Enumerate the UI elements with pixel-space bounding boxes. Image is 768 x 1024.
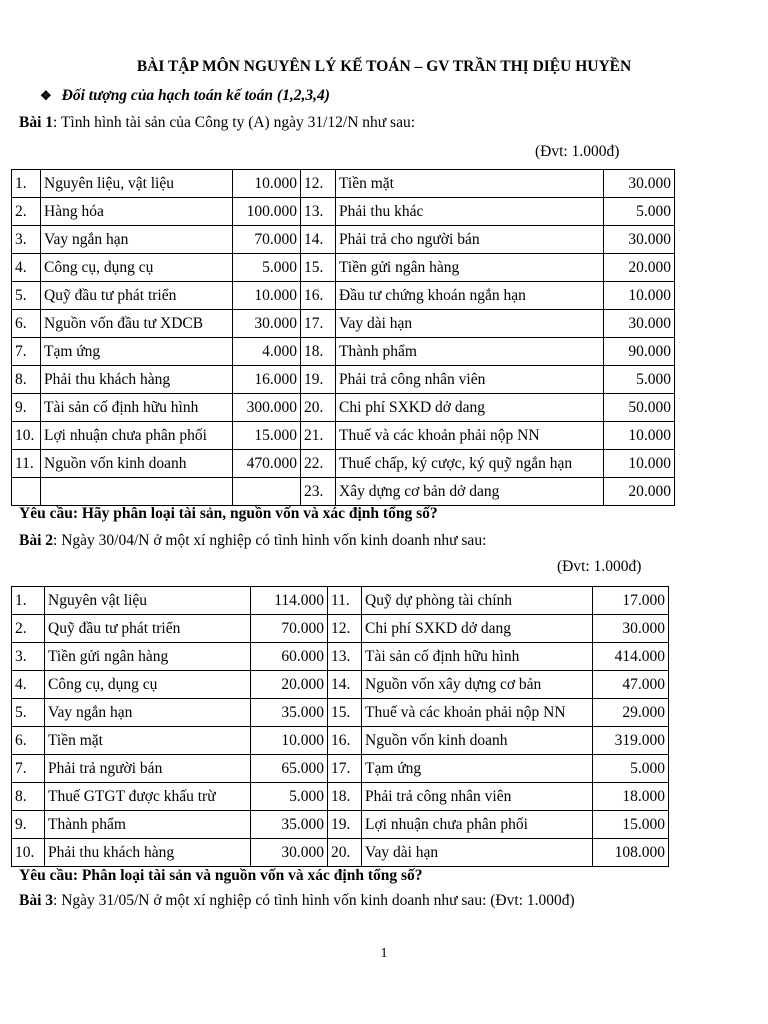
item-name-right: Vay dài hạn	[336, 310, 604, 338]
item-no-right: 13.	[328, 643, 362, 671]
table-row	[12, 478, 675, 506]
item-value-left: 114.000	[251, 587, 328, 615]
item-value-left: 16.000	[233, 366, 301, 394]
item-no-right: 12.	[328, 615, 362, 643]
item-value-right: 15.000	[593, 811, 669, 839]
item-value-right: 5.000	[593, 755, 669, 783]
table-row	[12, 727, 669, 755]
item-name-right: Xây dựng cơ bản dở dang	[336, 478, 604, 506]
item-name-left: Thành phẩm	[45, 811, 251, 839]
item-no-left: 7.	[12, 338, 41, 366]
item-value-right: 17.000	[593, 587, 669, 615]
item-no-right: 17.	[301, 310, 336, 338]
item-name-left: Quỹ đầu tư phát triển	[41, 282, 233, 310]
exercise-2-label: Bài 2	[19, 532, 54, 549]
item-value-right: 30.000	[604, 310, 675, 338]
item-value-right: 50.000	[604, 394, 675, 422]
item-no-left: 1.	[12, 587, 45, 615]
item-name-right: Vay dài hạn	[362, 839, 593, 867]
item-value-left: 5.000	[233, 254, 301, 282]
table-row	[12, 254, 675, 282]
table-row	[12, 783, 669, 811]
item-no-right: 12.	[301, 170, 336, 198]
item-no-left: 10.	[12, 839, 45, 867]
item-value-right: 30.000	[604, 226, 675, 254]
exercise-2-intro	[19, 532, 486, 550]
item-value-right: 10.000	[604, 282, 675, 310]
item-name-right: Tiền gửi ngân hàng	[336, 254, 604, 282]
table-row	[12, 450, 675, 478]
item-name-right: Phải thu khác	[336, 198, 604, 226]
item-value-left: 35.000	[251, 699, 328, 727]
item-value-left: 65.000	[251, 755, 328, 783]
item-name-right: Chi phí SXKD dở dang	[336, 394, 604, 422]
item-value-right: 10.000	[604, 450, 675, 478]
item-value-right: 108.000	[593, 839, 669, 867]
item-no-left: 11.	[12, 450, 41, 478]
item-name-right: Thuế và các khoản phải nộp NN	[336, 422, 604, 450]
table-row	[12, 755, 669, 783]
item-value-left: 10.000	[233, 170, 301, 198]
item-no-left: 4.	[12, 254, 41, 282]
table-row	[12, 170, 675, 198]
item-no-left: 2.	[12, 615, 45, 643]
item-value-left: 4.000	[233, 338, 301, 366]
table-row	[12, 422, 675, 450]
exercise-1-text: : Tình hình tài sản của Công ty (A) ngày 31/12/N như sau:	[53, 114, 416, 131]
item-name-left: Nguyên liệu, vật liệu	[41, 170, 233, 198]
table-row	[12, 338, 675, 366]
item-name-left: Hàng hóa	[41, 198, 233, 226]
item-value-right: 5.000	[604, 198, 675, 226]
item-name-left: Công cụ, dụng cụ	[41, 254, 233, 282]
item-name-left: Phải thu khách hàng	[41, 366, 233, 394]
item-name-right: Phải trả công nhân viên	[336, 366, 604, 394]
item-value-right: 90.000	[604, 338, 675, 366]
item-no-right: 15.	[328, 699, 362, 727]
item-value-right: 10.000	[604, 422, 675, 450]
item-name-right: Quỹ dự phòng tài chính	[362, 587, 593, 615]
diamond-bullet-icon: ❖	[40, 88, 52, 103]
item-name-right: Phải trả cho người bán	[336, 226, 604, 254]
item-no-right: 21.	[301, 422, 336, 450]
item-no-left: 9.	[12, 394, 41, 422]
item-value-left: 470.000	[233, 450, 301, 478]
item-no-right: 16.	[328, 727, 362, 755]
item-name-right: Nguồn vốn kinh doanh	[362, 727, 593, 755]
item-value-right: 47.000	[593, 671, 669, 699]
item-name-left: Công cụ, dụng cụ	[45, 671, 251, 699]
table-row	[12, 394, 675, 422]
item-name-left: Nguồn vốn kinh doanh	[41, 450, 233, 478]
item-value-right: 319.000	[593, 727, 669, 755]
item-no-left: 8.	[12, 366, 41, 394]
item-no-left: 6.	[12, 310, 41, 338]
table-row	[12, 198, 675, 226]
item-no-left: 8.	[12, 783, 45, 811]
exercise-1-table	[11, 169, 675, 506]
table-row	[12, 366, 675, 394]
table-row	[12, 226, 675, 254]
item-no-left: 10.	[12, 422, 41, 450]
item-name-left: Phải trả người bán	[45, 755, 251, 783]
section-heading	[40, 87, 330, 105]
item-name-left: Thuế GTGT được khấu trừ	[45, 783, 251, 811]
item-name-right: Tài sản cố định hữu hình	[362, 643, 593, 671]
item-no-right: 23.	[301, 478, 336, 506]
item-no-right: 18.	[301, 338, 336, 366]
item-name-right: Thuế chấp, ký cược, ký quỹ ngắn hạn	[336, 450, 604, 478]
table-row	[12, 615, 669, 643]
item-no-left: 7.	[12, 755, 45, 783]
item-name-left	[41, 478, 233, 506]
item-no-right: 22.	[301, 450, 336, 478]
item-no-left: 1.	[12, 170, 41, 198]
item-value-left: 10.000	[233, 282, 301, 310]
item-no-right: 18.	[328, 783, 362, 811]
exercise-2-unit: (Đvt: 1.000đ)	[557, 558, 642, 575]
item-no-right: 20.	[301, 394, 336, 422]
item-name-right: Nguồn vốn xây dựng cơ bản	[362, 671, 593, 699]
table-row	[12, 587, 669, 615]
item-value-right: 20.000	[604, 478, 675, 506]
item-value-left	[233, 478, 301, 506]
item-no-right: 13.	[301, 198, 336, 226]
page-number: 1	[380, 946, 388, 961]
exercise-3-label: Bài 3	[19, 892, 54, 909]
exercise-1-intro	[19, 114, 415, 132]
table-row	[12, 671, 669, 699]
item-name-left: Nguồn vốn đầu tư XDCB	[41, 310, 233, 338]
item-no-left: 4.	[12, 671, 45, 699]
table-row	[12, 643, 669, 671]
item-name-right: Tạm ứng	[362, 755, 593, 783]
item-value-left: 5.000	[251, 783, 328, 811]
item-value-right: 18.000	[593, 783, 669, 811]
item-no-right: 20.	[328, 839, 362, 867]
item-value-right: 30.000	[604, 170, 675, 198]
exercise-2-text: : Ngày 30/04/N ở một xí nghiệp có tình hình vốn kinh doanh như sau:	[53, 532, 487, 549]
item-no-left	[12, 478, 41, 506]
item-no-right: 17.	[328, 755, 362, 783]
exercise-2-table	[11, 586, 669, 867]
page-title: BÀI TẬP MÔN NGUYÊN LÝ KẾ TOÁN – GV TRẦN THỊ DIỆU HUYỀN	[136, 58, 632, 75]
item-no-right: 19.	[301, 366, 336, 394]
item-no-left: 2.	[12, 198, 41, 226]
table-row	[12, 839, 669, 867]
item-no-right: 14.	[301, 226, 336, 254]
item-no-right: 11.	[328, 587, 362, 615]
item-value-left: 60.000	[251, 643, 328, 671]
item-name-left: Tạm ứng	[41, 338, 233, 366]
item-name-left: Vay ngắn hạn	[45, 699, 251, 727]
item-no-right: 15.	[301, 254, 336, 282]
item-name-left: Vay ngắn hạn	[41, 226, 233, 254]
item-value-left: 100.000	[233, 198, 301, 226]
item-value-right: 5.000	[604, 366, 675, 394]
item-value-right: 20.000	[604, 254, 675, 282]
section-heading-text: Đối tượng của hạch toán kế toán (1,2,3,4)	[61, 87, 330, 104]
item-value-left: 10.000	[251, 727, 328, 755]
item-value-left: 300.000	[233, 394, 301, 422]
item-value-right: 29.000	[593, 699, 669, 727]
item-value-left: 70.000	[233, 226, 301, 254]
item-value-right: 414.000	[593, 643, 669, 671]
item-name-left: Nguyên vật liệu	[45, 587, 251, 615]
table-row	[12, 310, 675, 338]
item-no-left: 3.	[12, 643, 45, 671]
item-no-right: 19.	[328, 811, 362, 839]
item-value-left: 20.000	[251, 671, 328, 699]
item-no-right: 14.	[328, 671, 362, 699]
table-row	[12, 282, 675, 310]
item-no-right: 16.	[301, 282, 336, 310]
item-name-right: Đầu tư chứng khoán ngắn hạn	[336, 282, 604, 310]
item-no-left: 3.	[12, 226, 41, 254]
exercise-2-requirement: Yêu cầu: Phân loại tài sản và nguồn vốn và xác định tổng số?	[19, 867, 423, 884]
item-value-left: 30.000	[251, 839, 328, 867]
item-value-right: 30.000	[593, 615, 669, 643]
item-name-left: Tiền gửi ngân hàng	[45, 643, 251, 671]
table-row	[12, 699, 669, 727]
exercise-3-intro	[19, 892, 575, 910]
item-value-left: 30.000	[233, 310, 301, 338]
item-name-left: Quỹ đầu tư phát triển	[45, 615, 251, 643]
item-name-right: Tiền mặt	[336, 170, 604, 198]
item-value-left: 15.000	[233, 422, 301, 450]
item-name-left: Tài sản cố định hữu hình	[41, 394, 233, 422]
item-no-left: 6.	[12, 727, 45, 755]
exercise-1-unit: (Đvt: 1.000đ)	[535, 143, 620, 160]
item-name-right: Chi phí SXKD dở dang	[362, 615, 593, 643]
item-value-left: 35.000	[251, 811, 328, 839]
item-no-left: 9.	[12, 811, 45, 839]
exercise-1-requirement: Yêu cầu: Hãy phân loại tài sản, nguồn vốn và xác định tổng số?	[19, 505, 438, 522]
item-name-right: Phải trả công nhân viên	[362, 783, 593, 811]
item-no-left: 5.	[12, 282, 41, 310]
exercise-3-text: : Ngày 31/05/N ở một xí nghiệp có tình hình vốn kinh doanh như sau: (Đvt: 1.000đ)	[53, 892, 575, 909]
item-name-right: Thuế và các khoản phải nộp NN	[362, 699, 593, 727]
item-name-left: Tiền mặt	[45, 727, 251, 755]
exercise-1-label: Bài 1	[19, 114, 54, 131]
item-name-left: Lợi nhuận chưa phân phối	[41, 422, 233, 450]
item-name-right: Thành phẩm	[336, 338, 604, 366]
item-no-left: 5.	[12, 699, 45, 727]
item-name-left: Phải thu khách hàng	[45, 839, 251, 867]
table-row	[12, 811, 669, 839]
item-value-left: 70.000	[251, 615, 328, 643]
item-name-right: Lợi nhuận chưa phân phối	[362, 811, 593, 839]
